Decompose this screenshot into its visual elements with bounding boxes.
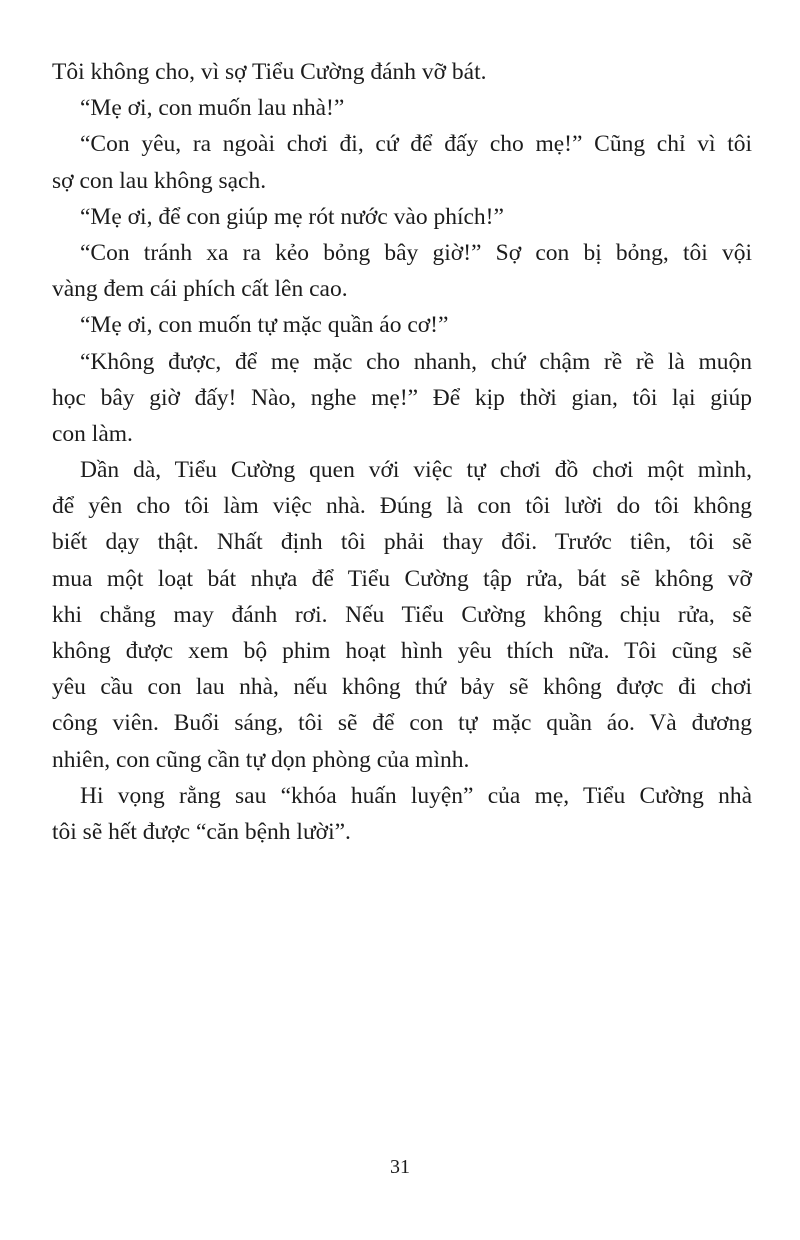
- page-body: [52, 54, 752, 850]
- text-line: “Mẹ ơi, để con giúp mẹ rót nước vào phích!”: [80, 203, 504, 230]
- text-line: học bây giờ đấy! Nào, nghe mẹ!” Để kịp thời gian, tôi lại giúp: [52, 384, 752, 411]
- text-line: Hi vọng rằng sau “khóa huấn luyện” của mẹ, Tiểu Cường nhà: [80, 782, 752, 809]
- text-line: “Mẹ ơi, con muốn tự mặc quần áo cơ!”: [80, 312, 449, 339]
- text-line: mua một loạt bát nhựa để Tiểu Cường tập rửa, bát sẽ không vỡ: [52, 565, 752, 592]
- text-line: sợ con lau không sạch.: [52, 167, 267, 194]
- text-line: tôi sẽ hết được “căn bệnh lười”.: [52, 818, 351, 845]
- text-line: nhiên, con cũng cần tự dọn phòng của mình.: [52, 746, 470, 773]
- text-line: công viên. Buổi sáng, tôi sẽ để con tự mặc quần áo. Và đương: [52, 710, 752, 737]
- text-line: vàng đem cái phích cất lên cao.: [52, 276, 348, 303]
- text-line: “Mẹ ơi, con muốn lau nhà!”: [80, 95, 345, 122]
- text-line: khi chẳng may đánh rơi. Nếu Tiểu Cường không chịu rửa, sẽ: [52, 601, 752, 628]
- text-line: “Không được, để mẹ mặc cho nhanh, chứ chậm rề rề là muộn: [80, 348, 752, 375]
- text-line: biết dạy thật. Nhất định tôi phải thay đổi. Trước tiên, tôi sẽ: [52, 529, 752, 556]
- text-line: không được xem bộ phim hoạt hình yêu thích nữa. Tôi cũng sẽ: [52, 638, 752, 664]
- text-line: con làm.: [52, 420, 133, 447]
- text-line: “Con tránh xa ra kẻo bỏng bây giờ!” Sợ con bị bỏng, tôi vội: [80, 239, 752, 266]
- text-line: để yên cho tôi làm việc nhà. Đúng là con tôi lười do tôi không: [52, 493, 752, 520]
- page-number: 31: [390, 1156, 410, 1178]
- text-line: yêu cầu con lau nhà, nếu không thứ bảy sẽ không được đi chơi: [52, 674, 752, 701]
- text-line: “Con yêu, ra ngoài chơi đi, cứ để đấy cho mẹ!” Cũng chỉ vì tôi: [80, 131, 752, 158]
- text-line: Tôi không cho, vì sợ Tiểu Cường đánh vỡ bát.: [52, 59, 487, 85]
- text-line: Dần dà, Tiểu Cường quen với việc tự chơi đồ chơi một mình,: [80, 457, 752, 484]
